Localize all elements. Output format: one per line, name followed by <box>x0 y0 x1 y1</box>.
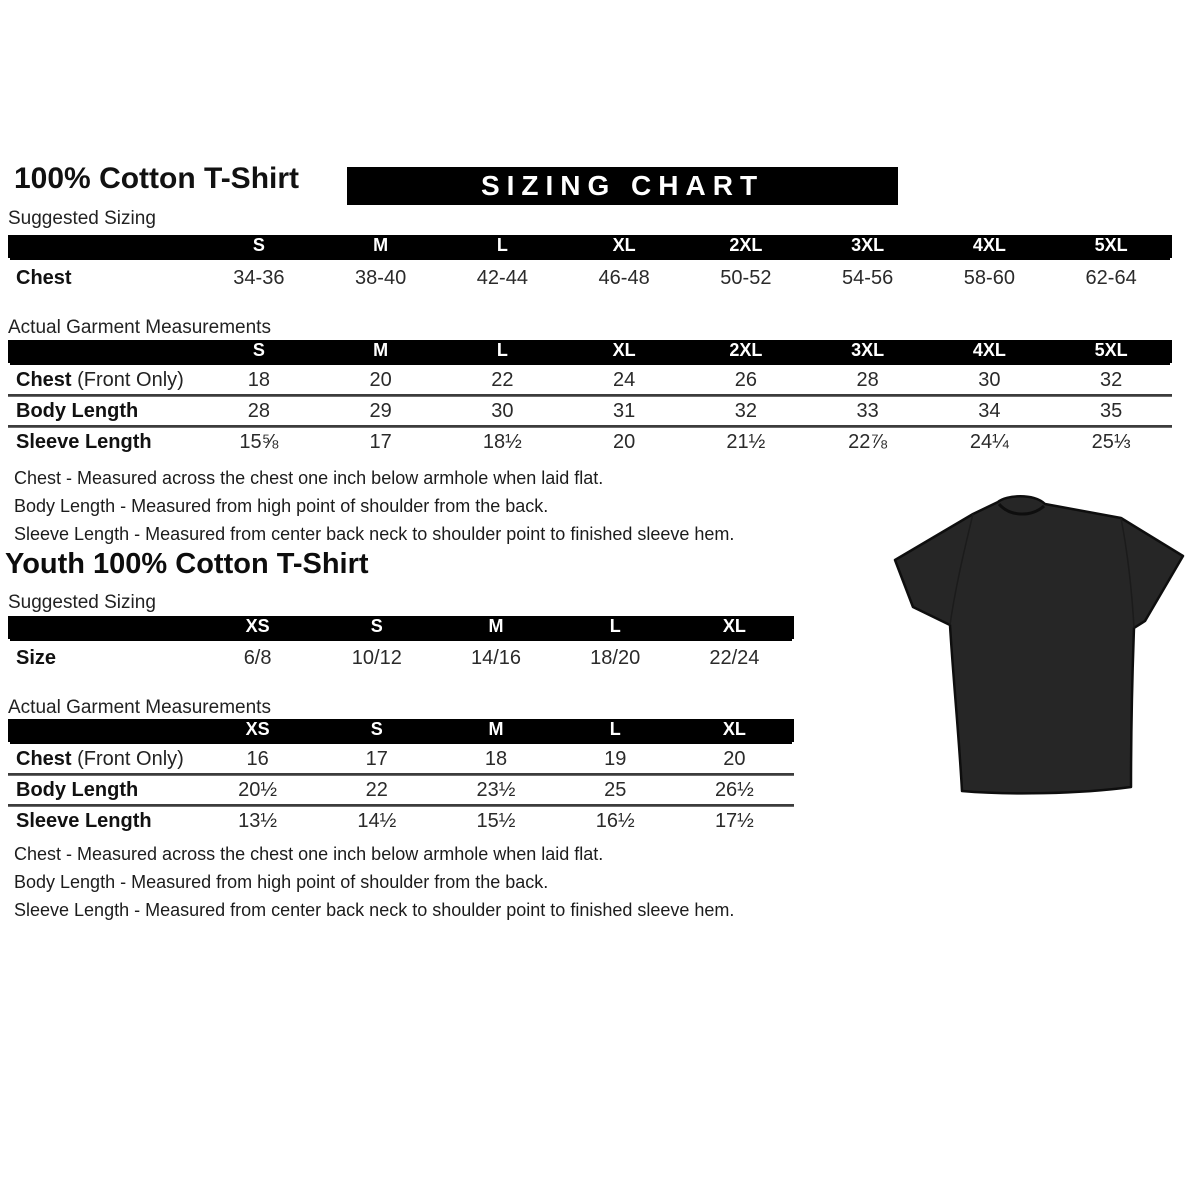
table-cell: 35 <box>1100 399 1123 422</box>
table-cell: 19 <box>604 747 627 770</box>
table-cell: 20 <box>723 747 746 770</box>
table-cell: 32 <box>1100 368 1123 391</box>
table-cell: 26 <box>734 368 757 391</box>
col-header: 5XL <box>1094 340 1128 360</box>
note-line: Body Length - Measured from high point of shoulder from the back. <box>14 872 549 892</box>
table-cell: 29 <box>369 399 392 422</box>
table-cell: 23½ <box>476 778 516 801</box>
note-line: Chest - Measured across the chest one inch below armhole when laid flat. <box>14 844 604 864</box>
col-header: S <box>370 616 383 636</box>
table-cell: 26½ <box>714 778 754 801</box>
note-line: Sleeve Length - Measured from center back neck to shoulder point to finished sleeve hem. <box>14 524 735 544</box>
table-cell: 34-36 <box>233 266 285 289</box>
adult-measurements-header-row <box>8 340 1172 363</box>
col-header: M <box>488 616 504 636</box>
table-cell: 18½ <box>482 430 522 453</box>
row-label: Body Length <box>16 778 139 801</box>
table-cell: 38-40 <box>355 266 407 289</box>
col-header: S <box>252 235 265 255</box>
col-header: M <box>373 340 389 360</box>
col-header: XS <box>245 719 270 739</box>
col-header: 4XL <box>972 235 1006 255</box>
table-cell: 17 <box>369 430 392 453</box>
col-header: 3XL <box>851 340 885 360</box>
table-cell: 16½ <box>595 809 635 832</box>
table-cell: 18/20 <box>590 646 641 669</box>
col-header: XL <box>612 340 636 360</box>
note-line: Chest - Measured across the chest one inch below armhole when laid flat. <box>14 468 604 488</box>
adult-suggested-table <box>8 235 1172 293</box>
col-header: XS <box>245 616 270 636</box>
banner-label: SIZING CHART <box>480 170 765 201</box>
col-header: XL <box>722 719 746 739</box>
table-row <box>8 263 1172 293</box>
table-cell: 14½ <box>357 809 397 832</box>
table-cell: 58-60 <box>963 266 1015 289</box>
col-header: L <box>609 616 621 636</box>
table-cell: 22⅞ <box>848 430 888 453</box>
table-cell: 14/16 <box>470 646 522 669</box>
row-label: Sleeve Length <box>16 430 152 453</box>
note-line: Body Length - Measured from high point of shoulder from the back. <box>14 496 549 516</box>
table-row <box>8 745 794 773</box>
table-cell: 32 <box>734 399 757 422</box>
table-cell: 34 <box>978 399 1001 422</box>
table-cell: 20 <box>369 368 392 391</box>
col-header: S <box>370 719 383 739</box>
col-header: 4XL <box>972 340 1006 360</box>
note-line: Sleeve Length - Measured from center back neck to shoulder point to finished sleeve hem. <box>14 900 735 920</box>
table-cell: 17 <box>365 747 388 770</box>
table-cell: 22/24 <box>709 646 760 669</box>
table-cell: 10/12 <box>351 646 402 669</box>
table-cell: 31 <box>613 399 636 422</box>
table-cell: 33 <box>856 399 879 422</box>
table-cell: 21½ <box>726 430 766 453</box>
row-label: Chest <box>16 747 72 770</box>
col-header: XL <box>612 235 636 255</box>
table-row <box>8 776 794 804</box>
table-row <box>8 397 1172 425</box>
row-label: Size <box>16 646 57 669</box>
col-header: XL <box>722 616 746 636</box>
table-cell: 30 <box>978 368 1001 391</box>
adult-measurement-notes <box>14 464 734 548</box>
black-tshirt-graphic <box>893 490 1187 806</box>
col-header: M <box>373 235 389 255</box>
table-cell: 15⅝ <box>239 430 279 453</box>
table-cell: 17½ <box>714 809 754 832</box>
youth-suggested-sizing-label: Suggested Sizing <box>8 592 156 613</box>
table-row <box>8 807 794 835</box>
table-cell: 15½ <box>476 809 516 832</box>
youth-measurements-label: Actual Garment Measurements <box>8 697 271 718</box>
adult-suggested-sizing-label: Suggested Sizing <box>8 208 156 229</box>
youth-measurements-header-row <box>8 719 794 742</box>
row-label: Chest <box>16 368 72 391</box>
row-label-note: (Front Only) <box>71 747 184 770</box>
table-cell: 16 <box>246 747 269 770</box>
col-header: L <box>496 235 508 255</box>
tshirt-image <box>893 490 1187 806</box>
table-cell: 18 <box>484 747 508 770</box>
youth-suggested-header-row <box>8 616 794 639</box>
table-cell: 50-52 <box>720 266 772 289</box>
sizing-chart-banner <box>347 167 898 205</box>
table-cell: 30 <box>491 399 514 422</box>
col-header: 5XL <box>1094 235 1128 255</box>
row-label-note: (Front Only) <box>71 368 184 391</box>
table-cell: 18 <box>247 368 270 391</box>
table-cell: 22 <box>365 778 388 801</box>
row-label: Body Length <box>16 399 139 422</box>
col-header: L <box>609 719 621 739</box>
col-header: 3XL <box>851 235 885 255</box>
row-label: Sleeve Length <box>16 809 152 832</box>
table-row <box>8 428 1172 456</box>
table-cell: 25⅓ <box>1091 430 1131 453</box>
adult-suggested-header-row <box>8 235 1172 258</box>
youth-section-title: Youth 100% Cotton T-Shirt <box>5 548 369 580</box>
page-title: 100% Cotton T-Shirt <box>14 162 300 195</box>
table-cell: 24 <box>613 368 636 391</box>
table-cell: 28 <box>856 368 879 391</box>
col-header: M <box>488 719 504 739</box>
table-cell: 24¼ <box>969 430 1009 453</box>
adult-measurements-table <box>8 340 1172 456</box>
row-label: Chest <box>16 266 72 289</box>
table-cell: 28 <box>247 399 270 422</box>
table-row <box>8 366 1172 394</box>
table-cell: 62-64 <box>1085 266 1137 289</box>
table-cell: 22 <box>491 368 514 391</box>
col-header: S <box>252 340 265 360</box>
adult-measurements-label: Actual Garment Measurements <box>8 317 271 338</box>
table-cell: 20 <box>613 430 636 453</box>
youth-measurements-table <box>8 719 794 835</box>
table-cell: 13½ <box>238 809 278 832</box>
table-cell: 42-44 <box>476 266 528 289</box>
table-cell: 25 <box>604 778 627 801</box>
youth-measurement-notes <box>14 840 734 924</box>
table-cell: 20½ <box>238 778 278 801</box>
table-row <box>8 643 794 673</box>
table-cell: 46-48 <box>598 266 650 289</box>
col-header: 2XL <box>729 235 763 255</box>
youth-suggested-table <box>8 616 794 673</box>
col-header: 2XL <box>729 340 763 360</box>
table-cell: 6/8 <box>243 646 272 669</box>
col-header: L <box>496 340 508 360</box>
table-cell: 54-56 <box>842 266 894 289</box>
